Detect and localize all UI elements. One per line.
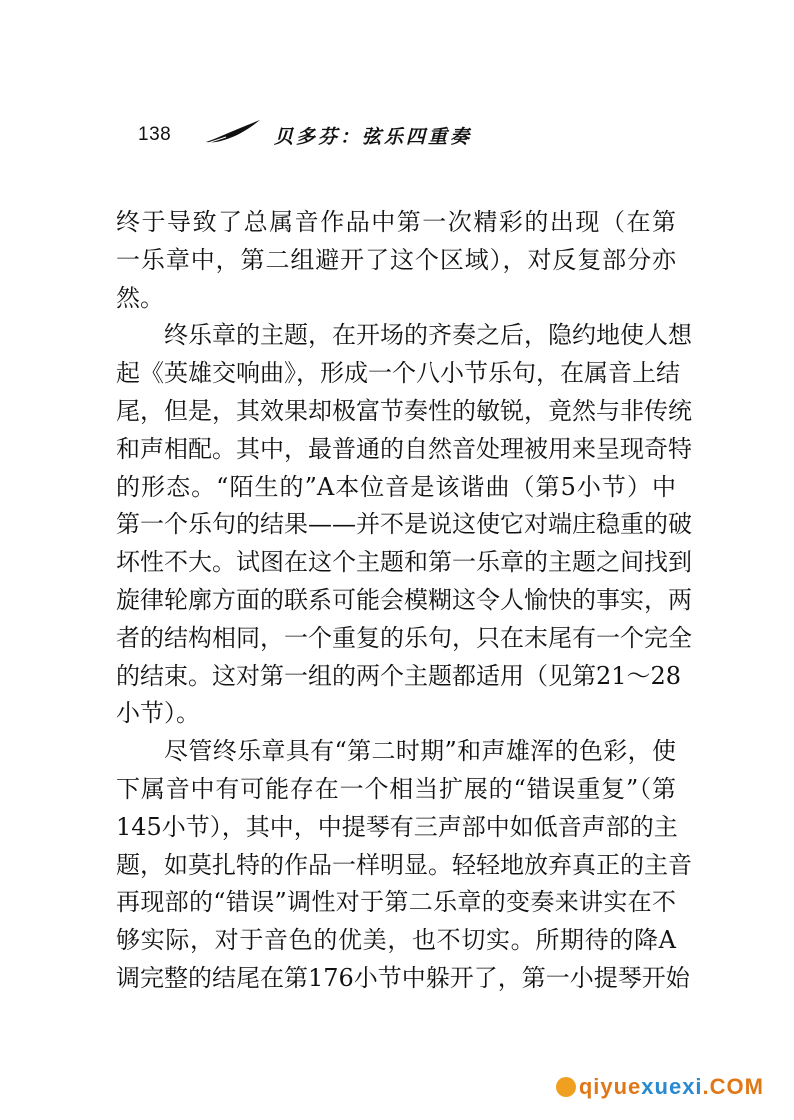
text-line: 和声相配。其中，最普通的自然音处理被用来呈现奇特	[116, 434, 692, 463]
quill-icon	[204, 118, 262, 148]
text-line: 再现部的“错误”调性对于第二乐章的变奏来讲实在不	[116, 888, 676, 917]
globe-icon	[556, 1077, 576, 1097]
watermark-text-part: xuexi	[641, 1074, 703, 1099]
watermark-text-part: .COM	[702, 1074, 764, 1099]
text-line: 题，如莫扎特的作品一样明显。轻轻地放弃真正的主音	[116, 850, 692, 879]
text-line: 起《英雄交响曲》，形成一个八小节乐句，在属音上结	[116, 359, 680, 388]
text-line: 第一个乐句的结果——并不是说这使它对端庄稳重的破	[116, 510, 692, 539]
text-line: 旋律轮廓方面的联系可能会模糊这令人愉快的事实，两	[116, 585, 692, 614]
text-line: 145小节），其中，中提琴有三声部中如低音声部的主	[116, 812, 678, 841]
text-line: 下属音中有可能存在一个相当扩展的“错误重复”（第	[116, 774, 676, 803]
text-line: 小节）。	[116, 699, 200, 728]
body-text	[116, 204, 692, 998]
text-line: 终乐章的主题，在开场的齐奏之后，隐约地使人想	[164, 321, 692, 350]
text-line: 一乐章中，第二组避开了这个区域），对反复部分亦	[116, 245, 676, 274]
watermark-text-part: qiyue	[578, 1074, 642, 1099]
text-line: 的形态。“陌生的”A本位音是该谐曲（第5小节）中	[116, 472, 676, 501]
running-title: 贝多芬：弦乐四重奏	[274, 126, 473, 148]
running-header	[138, 118, 698, 154]
text-line: 尽管终乐章具有“第二时期”和声雄浑的色彩，使	[164, 737, 676, 766]
text-line: 的结束。这对第一组的两个主题都适用（见第21～28	[116, 661, 682, 690]
text-line: 终于导致了总属音作品中第一次精彩的出现（在第	[116, 208, 676, 236]
text-line: 然。	[116, 283, 164, 312]
text-line: 坏性不大。试图在这个主题和第一乐章的主题之间找到	[116, 548, 692, 577]
text-line: 尾，但是，其效果却极富节奏性的敏锐，竟然与非传统	[116, 396, 692, 425]
text-line: 调完整的结尾在第176小节中躲开了，第一小提琴开始	[116, 963, 690, 992]
text-line: 者的结构相同，一个重复的乐句，只在末尾有一个完全	[116, 623, 692, 652]
site-watermark	[556, 1074, 764, 1100]
page-number: 138	[138, 124, 172, 145]
text-line: 够实际，对于音色的优美，也不切实。所期待的降A	[116, 926, 676, 955]
